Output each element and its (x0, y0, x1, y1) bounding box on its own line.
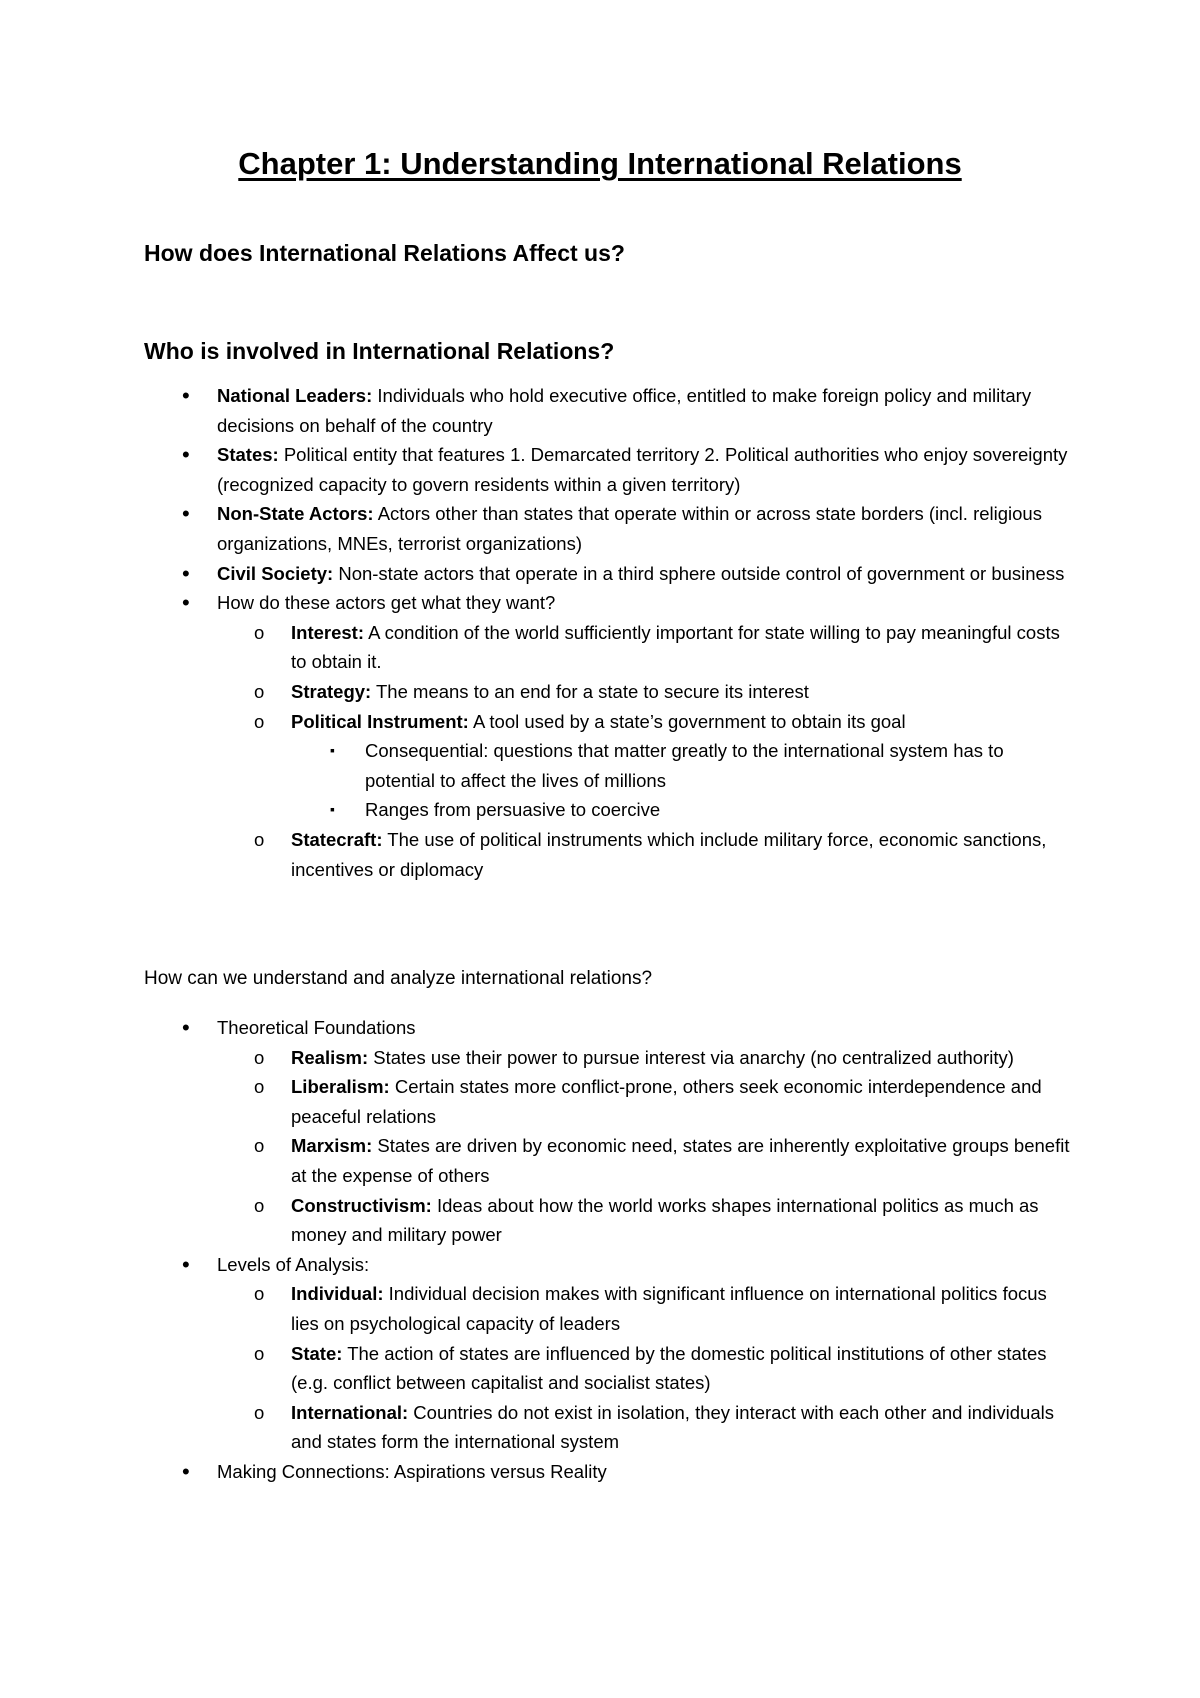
page-title: Chapter 1: Understanding International Relations (238, 146, 962, 181)
list-item (0, 1043, 1077, 1073)
definition-text: Political entity that features 1. Demarcated territory 2. Political authorities who enjoy sovereignty (recognized capacity to govern residents within a given territory) (217, 444, 1068, 495)
definition-text: Individuals who hold executive office, entitled to make foreign policy and military decisions on behalf of the country (217, 385, 1032, 436)
definition-text: Theoretical Foundations (217, 1017, 416, 1038)
bullet-icon: • (182, 501, 190, 527)
bullet-icon: • (182, 1458, 190, 1484)
circle-bullet-icon: o (254, 1401, 265, 1423)
list-item (0, 559, 1077, 589)
definition-text: Levels of Analysis: (217, 1253, 370, 1275)
definition-text: The action of states are influenced by the domestic political institutions of other states (e.g. conflict between capitalist and socialist states) (291, 1342, 1047, 1394)
who-involved-list (0, 381, 1200, 884)
circle-bullet-icon: o (254, 710, 265, 732)
definition-text: Actors other than states that operate within or across state borders (incl. religious organizations, MNEs, terrorist organizations) (217, 503, 1042, 554)
circle-bullet-icon: o (254, 621, 265, 643)
bullet-icon: • (182, 590, 190, 616)
list-item (0, 707, 1077, 737)
term-label: States: (217, 444, 279, 466)
bullet-icon: • (182, 383, 190, 408)
term-label: Interest: (291, 621, 364, 643)
list-item (0, 618, 1077, 677)
list-item (0, 795, 1077, 825)
list-item (0, 440, 1077, 499)
definition-text: Non-state actors that operate in a third sphere outside control of government or business (333, 562, 1065, 584)
square-bullet-icon: ▪ (330, 742, 335, 759)
list-item (0, 1457, 1077, 1487)
definition-text: States are driven by economic need, states are inherently exploitative groups benefit at the expense of others (291, 1135, 1070, 1186)
bullet-icon: • (182, 442, 190, 468)
definition-text: A condition of the world sufficiently important for state willing to pay meaningful costs to obtain it. (291, 621, 1060, 673)
term-label: Marxism: (291, 1135, 373, 1157)
circle-bullet-icon: o (254, 680, 265, 702)
list-item (0, 1013, 1077, 1043)
circle-bullet-icon: o (254, 1194, 265, 1216)
definition-text: How do these actors get what they want? (217, 592, 556, 614)
list-item (0, 1398, 1077, 1457)
definition-text: Countries do not exist in isolation, they interact with each other and individuals and states form the international system (291, 1401, 1054, 1453)
circle-bullet-icon: o (254, 1342, 265, 1364)
definition-text: Consequential: questions that matter greatly to the international system has to potential to affect the lives of millions (365, 740, 1004, 791)
bullet-icon: • (182, 560, 190, 586)
list-item (0, 1072, 1077, 1131)
list-item (0, 1250, 1077, 1280)
definition-text: Individual decision makes with significant influence on international politics focus lies on psychological capacity of leaders (291, 1283, 1047, 1334)
definition-text: The means to an end for a state to secure its interest (371, 680, 809, 702)
list-item (0, 588, 1077, 618)
bullet-icon: • (182, 1251, 190, 1277)
list-item (0, 736, 1077, 795)
definition-text: Certain states more conflict-prone, others seek economic interdependence and peaceful relations (291, 1076, 1042, 1127)
circle-bullet-icon: o (254, 1135, 265, 1157)
term-label: State: (291, 1342, 343, 1364)
list-item (0, 381, 1077, 440)
circle-bullet-icon: o (254, 1076, 265, 1098)
term-label: Civil Society: (217, 562, 334, 584)
term-label: Liberalism: (291, 1076, 390, 1098)
bullet-icon: • (182, 1015, 190, 1040)
square-bullet-icon: ▪ (330, 801, 335, 818)
list-item (0, 499, 1077, 558)
list-item (0, 677, 1077, 707)
term-label: Individual: (291, 1283, 384, 1305)
list-item (0, 1339, 1077, 1398)
definition-text: States use their power to pursue interest via anarchy (no centralized authority) (368, 1046, 1014, 1068)
term-label: Political Instrument: (291, 710, 469, 732)
term-label: National Leaders: (217, 385, 373, 406)
definition-text: Ranges from persuasive to coercive (365, 799, 661, 821)
term-label: Strategy: (291, 680, 372, 702)
section-heading-affect: How does International Relations Affect us? (144, 240, 625, 266)
term-label: Realism: (291, 1046, 369, 1068)
circle-bullet-icon: o (254, 1283, 265, 1305)
definition-text: The use of political instruments which include military force, economic sanctions, incentives or diplomacy (291, 828, 1047, 880)
list-item (0, 1279, 1077, 1338)
term-label: International: (291, 1401, 409, 1423)
analysis-list (0, 1013, 1200, 1487)
analysis-question: How can we understand and analyze international relations? (144, 968, 653, 989)
circle-bullet-icon: o (254, 1046, 265, 1068)
definition-text: Making Connections: Aspirations versus Reality (217, 1460, 607, 1482)
section-heading-who: Who is involved in International Relations? (144, 338, 615, 364)
list-item (0, 1191, 1077, 1250)
term-label: Statecraft: (291, 828, 383, 850)
list-item (0, 825, 1077, 884)
definition-text: Ideas about how the world works shapes international politics as much as money and military power (291, 1194, 1039, 1246)
definition-text: A tool used by a state’s government to obtain its goal (468, 710, 906, 732)
list-item (0, 1131, 1077, 1190)
term-label: Non-State Actors: (217, 503, 374, 525)
term-label: Constructivism: (291, 1194, 432, 1216)
circle-bullet-icon: o (254, 828, 265, 850)
